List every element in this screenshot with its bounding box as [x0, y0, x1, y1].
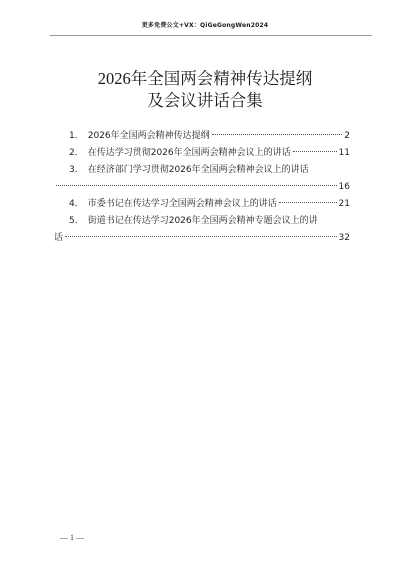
dot-leader [293, 151, 337, 152]
title-line-2: 及会议讲话合集 [147, 91, 263, 110]
dot-leader [56, 185, 337, 186]
toc-page-number: 16 [338, 182, 350, 192]
dot-leader [279, 202, 337, 203]
toc-page-number: 21 [338, 199, 350, 209]
toc-number: 4． [69, 199, 84, 209]
document-title [0, 68, 410, 112]
page-number-footer: — 1 — [60, 533, 84, 542]
toc-text-continued: 话 [54, 233, 64, 243]
toc-number: 2． [69, 148, 84, 158]
title-line-1: 2026年全国两会精神传达提纲 [97, 69, 313, 88]
table-of-contents [54, 128, 350, 247]
dot-leader [65, 236, 337, 237]
toc-page-number: 2 [344, 131, 350, 141]
toc-entry-4[interactable] [60, 196, 350, 213]
toc-number: 1． [69, 131, 84, 141]
toc-text: 街道书记在传达学习2026年全国两会精神专题会议上的讲 [87, 216, 318, 226]
toc-page-number: 11 [338, 148, 350, 158]
page-header: 更多免费公文+VX：QiGeGongWen2024 [141, 22, 269, 29]
toc-entry-2[interactable] [60, 145, 350, 162]
toc-entry-5[interactable] [54, 213, 350, 247]
toc-entry-3[interactable] [60, 162, 350, 196]
toc-text: 在传达学习贯彻2026年全国两会精神会议上的讲话 [87, 148, 291, 158]
toc-entry-1[interactable] [60, 128, 350, 145]
toc-text: 市委书记在传达学习全国两会精神会议上的讲话 [87, 199, 277, 209]
toc-text: 2026年全国两会精神传达提纲 [87, 131, 210, 141]
header-rule [50, 35, 372, 36]
toc-page-number: 32 [338, 233, 350, 243]
toc-number: 5． [69, 216, 84, 226]
dot-leader [212, 134, 343, 135]
toc-text: 在经济部门学习贯彻2026年全国两会精神会议上的讲话 [87, 165, 309, 175]
toc-number: 3． [69, 165, 84, 175]
